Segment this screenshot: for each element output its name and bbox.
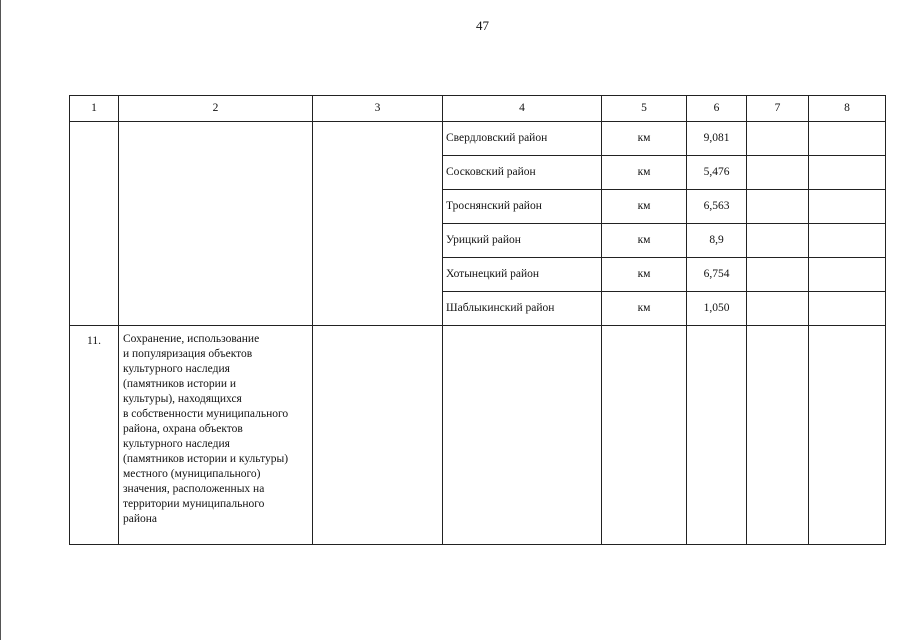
empty-cell (809, 224, 886, 258)
item-number: 11. (70, 326, 119, 545)
empty-cell (747, 122, 809, 156)
empty-cell (443, 326, 602, 545)
header-col-3: 3 (313, 96, 443, 122)
district-name: Троснянский район (443, 190, 602, 224)
cell-number-empty (70, 122, 119, 326)
header-col-5: 5 (602, 96, 687, 122)
district-name: Урицкий район (443, 224, 602, 258)
description-line: в собственности муниципального (123, 408, 289, 420)
empty-cell (809, 326, 886, 545)
description-line: культурного наследия (123, 363, 230, 375)
description-line: Сохранение, использование (123, 333, 260, 345)
description-line: района, охрана объектов (123, 423, 243, 435)
value-cell: 6,754 (687, 258, 747, 292)
cell-col3-empty (313, 122, 443, 326)
empty-cell (747, 224, 809, 258)
table-row (70, 122, 886, 156)
value-cell: 8,9 (687, 224, 747, 258)
table-row-item-11 (70, 326, 886, 545)
description-line: территории муниципального (123, 498, 265, 510)
empty-cell (747, 156, 809, 190)
district-name: Сосковский район (443, 156, 602, 190)
value-cell: 1,050 (687, 292, 747, 326)
description-line: района (123, 513, 158, 525)
unit-cell: км (602, 292, 687, 326)
empty-cell (747, 190, 809, 224)
district-name: Свердловский район (443, 122, 602, 156)
empty-cell (809, 156, 886, 190)
empty-cell (747, 326, 809, 545)
header-col-7: 7 (747, 96, 809, 122)
header-col-8: 8 (809, 96, 886, 122)
empty-cell (809, 190, 886, 224)
description-line: культуры), находящихся (123, 393, 242, 405)
unit-cell: км (602, 224, 687, 258)
empty-cell (313, 326, 443, 545)
page-left-edge (0, 0, 1, 640)
page-number: 47 (476, 18, 489, 33)
cell-description-empty (119, 122, 313, 326)
description-line: культурного наследия (123, 438, 230, 450)
document-table (69, 95, 886, 545)
district-name: Хотынецкий район (443, 258, 602, 292)
item-description (119, 326, 313, 545)
description-line: местного (муниципального) (123, 468, 261, 480)
empty-cell (809, 292, 886, 326)
empty-cell (809, 258, 886, 292)
header-col-2: 2 (119, 96, 313, 122)
value-cell: 5,476 (687, 156, 747, 190)
description-line: и популяризация объектов (123, 348, 253, 360)
description-line: (памятников истории и (123, 378, 237, 390)
district-name: Шаблыкинский район (443, 292, 602, 326)
empty-cell (747, 292, 809, 326)
unit-cell: км (602, 156, 687, 190)
empty-cell (809, 122, 886, 156)
unit-cell: км (602, 122, 687, 156)
unit-cell: км (602, 190, 687, 224)
header-col-6: 6 (687, 96, 747, 122)
header-col-4: 4 (443, 96, 602, 122)
value-cell: 6,563 (687, 190, 747, 224)
value-cell: 9,081 (687, 122, 747, 156)
empty-cell (602, 326, 687, 545)
empty-cell (687, 326, 747, 545)
unit-cell: км (602, 258, 687, 292)
empty-cell (747, 258, 809, 292)
description-line: (памятников истории и культуры) (123, 453, 289, 465)
header-col-1: 1 (70, 96, 119, 122)
description-line: значения, расположенных на (123, 483, 265, 495)
header-row (70, 96, 886, 122)
